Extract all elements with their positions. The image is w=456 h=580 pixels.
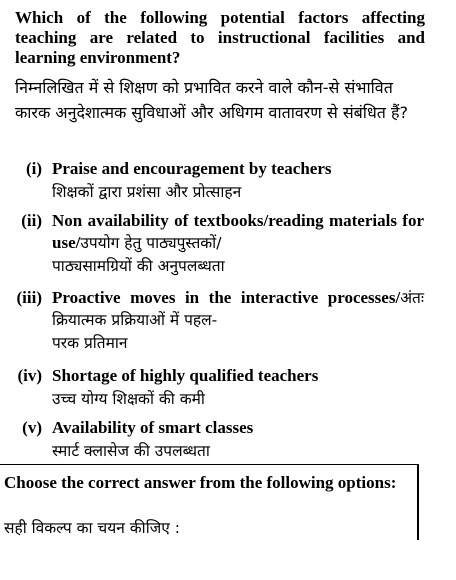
option-number: (i) bbox=[25, 159, 42, 178]
option-text-inline-hindi: अंतः क्रियात्मक प्रक्रियाओं में पहल- bbox=[52, 289, 424, 329]
option-text-hindi: पाठ्यसामग्रियों की अनुपलब्धता bbox=[52, 257, 225, 275]
option-text-english: Praise and encouragement by teachers bbox=[52, 159, 332, 178]
instruction-english: Choose the correct answer from the following options: bbox=[4, 473, 397, 492]
option-text-hindi: उच्च योग्य शिक्षकों की कमी bbox=[52, 390, 205, 408]
option-text-hindi: शिक्षकों द्वारा प्रशंसा और प्रोत्साहन bbox=[52, 183, 242, 201]
question-english: Which of the following potential factors affecting teaching are related to instructional facilities and learning environment? bbox=[15, 8, 425, 67]
option-number: (iv) bbox=[17, 366, 42, 385]
option-text-english: Shortage of highly qualified teachers bbox=[52, 366, 319, 385]
option-text-hindi: परक प्रतिमान bbox=[52, 334, 128, 352]
option-text-english bbox=[52, 287, 424, 331]
option-text-english-part: Proactive moves in the interactive processes/ bbox=[52, 288, 401, 307]
question-hindi: निम्नलिखित में से शिक्षण को प्रभावित करने वाले कौन-से संभावित कारक अनुदेशात्मक सुविधाओं और अधिगम वातावरण से संबंधित हैं? bbox=[15, 78, 408, 122]
option-text-inline-hindi: उपयोग हेतु पाठ्यपुस्तकों/ bbox=[80, 234, 222, 252]
option-number: (ii) bbox=[21, 211, 42, 230]
option-number: (v) bbox=[22, 418, 42, 437]
option-text-english-part: Non availability of textbooks/reading materials for use/ bbox=[52, 211, 424, 252]
divider-horizontal bbox=[0, 464, 418, 465]
option-text-hindi: स्मार्ट क्लासेज की उपलब्धता bbox=[52, 442, 210, 460]
divider-vertical bbox=[417, 464, 419, 540]
instruction-hindi: सही विकल्प का चयन कीजिए : bbox=[4, 519, 180, 537]
option-text-english bbox=[52, 210, 424, 254]
option-text-english: Availability of smart classes bbox=[52, 418, 254, 437]
option-number: (iii) bbox=[16, 288, 42, 307]
